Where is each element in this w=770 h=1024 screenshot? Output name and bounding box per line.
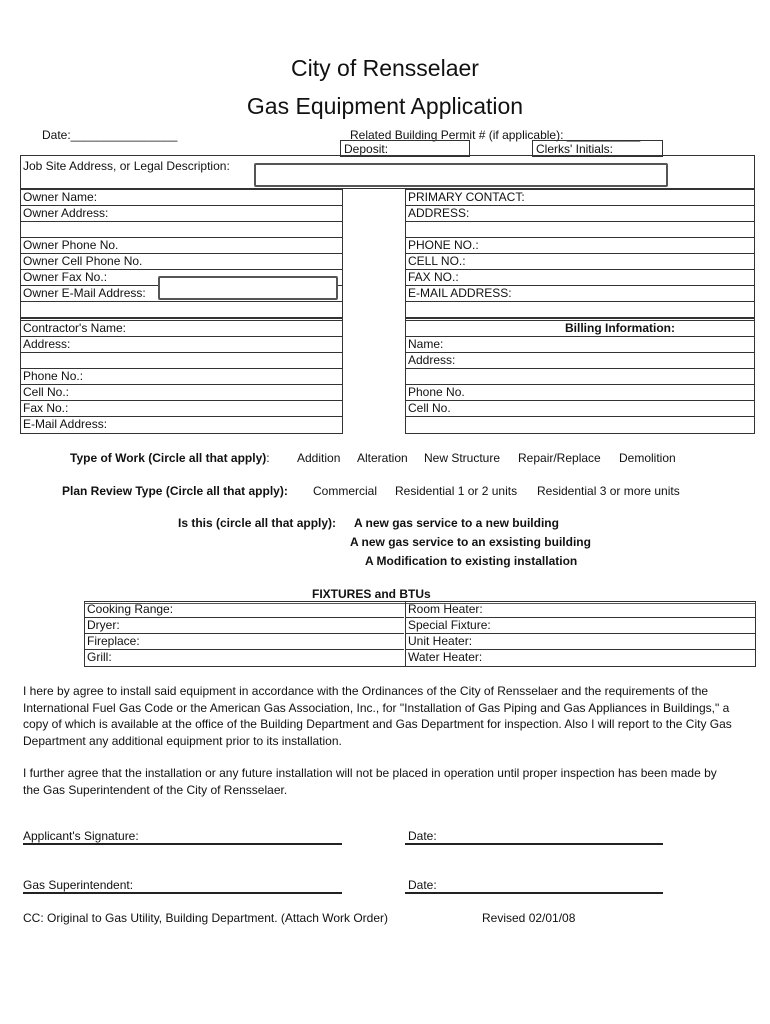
primary-contact-phone-field[interactable]: PHONE NO.: [406,238,754,254]
fixture-unit-heater[interactable]: Unit Heater: [406,634,755,650]
owner-name-field[interactable]: Owner Name: [21,190,342,206]
contractor-fax-field[interactable]: Fax No.: [21,401,342,417]
fixtures-title: FIXTURES and BTUs [312,587,431,601]
fixture-water-heater[interactable]: Water Heater: [408,650,483,664]
type-of-work-label: Type of Work (Circle all that apply) [70,451,267,465]
contractor-email-field[interactable]: E-Mail Address: [23,417,108,431]
applicant-signature-label: Applicant's Signature: [23,829,139,843]
option-repair-replace[interactable]: Repair/Replace [518,451,601,465]
contractor-phone-field[interactable]: Phone No.: [21,369,342,385]
applicant-signature-line[interactable] [23,843,342,845]
deposit-label: Deposit: [344,142,389,156]
option-alteration[interactable]: Alteration [357,451,408,465]
type-of-work-colon: : [266,451,270,465]
type-of-work-row [70,450,270,466]
fixture-dryer[interactable]: Dryer: [85,618,404,634]
primary-contact-field[interactable]: PRIMARY CONTACT: [406,190,754,206]
superintendent-signature-line[interactable] [23,892,342,894]
cc-note: CC: Original to Gas Utility, Building Department. (Attach Work Order) [23,911,389,925]
option-new-service-existing-building[interactable]: A new gas service to an exsisting building [350,535,591,549]
contractor-address-line2[interactable] [21,353,342,369]
job-site-address-input[interactable] [254,163,668,187]
fixture-grill[interactable]: Grill: [87,650,112,664]
permit-number-field[interactable]: Related Building Permit # (if applicable): ___________ [350,128,641,142]
form-title: Gas Equipment Application [246,93,524,119]
billing-cell-field[interactable]: Cell No. [406,401,754,417]
primary-contact-address-line2[interactable] [406,222,754,238]
applicant-date-label: Date: [408,829,437,843]
superintendent-date-label: Date: [408,878,437,892]
owner-email-input[interactable] [158,276,338,300]
option-new-structure[interactable]: New Structure [424,451,501,465]
superintendent-date-line[interactable] [405,892,663,894]
billing-address-line2[interactable] [406,369,754,385]
option-residential-1-2[interactable]: Residential 1 or 2 units [395,484,518,498]
revised-date: Revised 02/01/08 [482,911,576,925]
owner-address-field[interactable]: Owner Address: [21,206,342,222]
option-commercial[interactable]: Commercial [313,484,378,498]
option-residential-3-plus[interactable]: Residential 3 or more units [537,484,680,498]
page-title: City of Rensselaer [291,55,479,81]
fixture-special-fixture[interactable]: Special Fixture: [406,618,755,634]
owner-address-line2[interactable] [21,222,342,238]
job-site-label: Job Site Address, or Legal Description: [23,159,230,173]
option-addition[interactable]: Addition [297,451,341,465]
fixture-room-heater[interactable]: Room Heater: [406,602,755,618]
billing-name-field[interactable]: Name: [406,337,754,353]
fixture-cooking-range[interactable]: Cooking Range: [85,602,404,618]
agreement-paragraph-2: I further agree that the installation or any future installation will not be placed in operation until proper inspection has been made by the Gas Superintendent of the City of Rensselaer. [23,766,717,797]
superintendent-signature-label: Gas Superintendent: [23,878,134,892]
contractor-name-field[interactable]: Contractor's Name: [21,320,342,337]
agreement-paragraph-1: I here by agree to install said equipment in accordance with the Ordinances of the City of Rensselaer and the requirements of the International Fuel Gas Code or the American Gas Association, Inc., for "Installation of Gas Piping and Gas Appliances in Buildings," a copy of which is available at the office of the Building Department and Gas Department for inspection. Also I will report to the City Gas Department any additional equipment prior to its installation. [23,684,732,748]
billing-address-field[interactable]: Address: [406,353,754,369]
clerks-initials-label: Clerks' Initials: [536,142,613,156]
service-type-label: Is this (circle all that apply): [178,516,337,530]
billing-phone-field[interactable]: Phone No. [406,385,754,401]
option-modification[interactable]: A Modification to existing installation [365,554,578,568]
primary-contact-fax-field[interactable]: FAX NO.: [406,270,754,286]
fixture-fireplace[interactable]: Fireplace: [85,634,404,650]
option-new-service-new-building[interactable]: A new gas service to a new building [354,516,559,530]
owner-cell-field[interactable]: Owner Cell Phone No. [21,254,342,270]
contractor-cell-field[interactable]: Cell No.: [21,385,342,401]
billing-title: Billing Information: [406,320,754,337]
plan-review-label: Plan Review Type (Circle all that apply): [62,484,288,498]
applicant-date-line[interactable] [405,843,663,845]
primary-contact-cell-field[interactable]: CELL NO.: [406,254,754,270]
primary-contact-address-field[interactable]: ADDRESS: [406,206,754,222]
contractor-address-field[interactable]: Address: [21,337,342,353]
owner-fax-field[interactable]: Owner Fax No.: [21,270,342,286]
owner-email-field[interactable]: Owner E-Mail Address: [21,286,342,302]
primary-contact-email-field[interactable]: E-MAIL ADDRESS: [406,286,754,302]
owner-phone-field[interactable]: Owner Phone No. [21,238,342,254]
option-demolition[interactable]: Demolition [619,451,676,465]
date-field[interactable]: Date:________________ [42,128,178,142]
